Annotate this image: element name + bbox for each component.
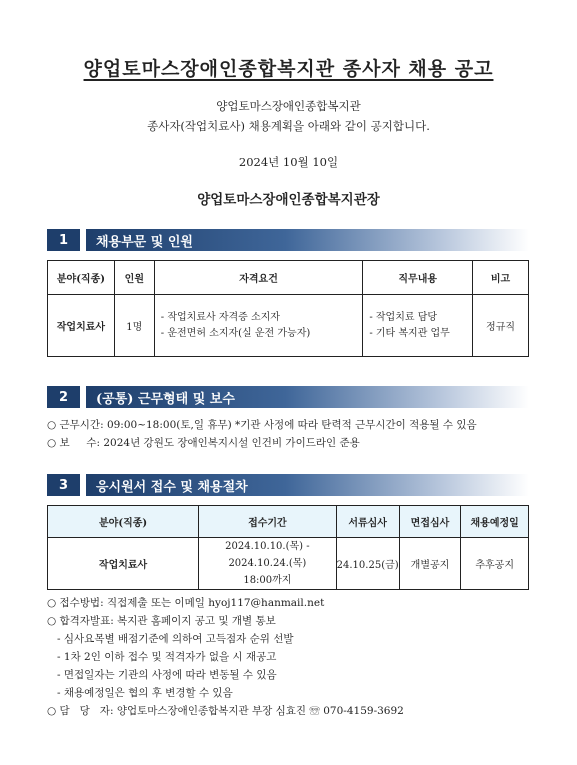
cell-document-review: 24.10.25(금) bbox=[336, 538, 399, 590]
note-item: - 심사요목별 배점기준에 의하여 고득점자 순위 선발 bbox=[57, 633, 294, 645]
announcement-line: ○ 합격자발표: 복지관 홈페이지 공고 및 개별 통보 bbox=[47, 615, 276, 627]
period-deadline: 18:00까지 bbox=[243, 575, 292, 586]
note-item: - 채용예정일은 협의 후 변경할 수 있음 bbox=[57, 687, 233, 699]
section-title: (공통) 근무형태 및 보수 bbox=[86, 386, 529, 408]
table-row bbox=[48, 295, 529, 357]
section-number: 2 bbox=[47, 386, 80, 408]
header-duties: 직무내용 bbox=[363, 261, 473, 295]
submission-method-line: ○ 접수방법: 직접제출 또는 이메일 hyoj117@hanmail.net bbox=[47, 597, 325, 609]
announcement-date: 2024년 10월 10일 bbox=[238, 155, 339, 169]
table-row bbox=[48, 538, 529, 590]
note-item: - 1차 2인 이하 접수 및 적격자가 없을 시 재공고 bbox=[57, 651, 277, 663]
section-title: 응시원서 접수 및 채용절차 bbox=[86, 474, 529, 496]
table-header-row bbox=[48, 261, 529, 295]
issuer-name: 양업토마스장애인종합복지관장 bbox=[197, 192, 380, 208]
note-item: - 면접일자는 기관의 사정에 따라 변동될 수 있음 bbox=[57, 669, 277, 681]
section-header-3 bbox=[47, 474, 529, 496]
cell-hire-date: 추후공지 bbox=[461, 538, 529, 590]
cell-requirements bbox=[154, 295, 363, 357]
intro-statement: 종사자(작업치료사) 채용계획을 아래와 같이 공지합니다. bbox=[147, 119, 430, 133]
cell-count: 1명 bbox=[114, 295, 154, 357]
work-hours-line: ○ 근무시간: 09:00~18:00(토,일 휴무) *기관 사정에 따라 탄력적 근무시간이 적용될 수 있음 bbox=[47, 419, 477, 431]
header-field: 분야(직종) bbox=[48, 506, 199, 538]
cell-note: 정규직 bbox=[473, 295, 529, 357]
contact-line: ○ 담 당 자: 양업토마스장애인종합복지관 부장 심효진 ☏ 070-4159-3692 bbox=[47, 705, 404, 717]
cell-interview: 개별공지 bbox=[399, 538, 461, 590]
cell-duties bbox=[363, 295, 473, 357]
cell-field: 작업치료사 bbox=[48, 538, 199, 590]
requirement-item: - 운전면허 소지자(실 운전 가능자) bbox=[160, 327, 311, 339]
header-count: 인원 bbox=[114, 261, 154, 295]
page-title: 양업토마스장애인종합복지관 종사자 채용 공고 bbox=[83, 58, 494, 80]
section-header-2 bbox=[47, 386, 529, 408]
cell-period bbox=[199, 538, 337, 590]
cell-field: 작업치료사 bbox=[48, 295, 115, 357]
intro-organization: 양업토마스장애인종합복지관 bbox=[216, 99, 361, 113]
section-number: 3 bbox=[47, 474, 80, 496]
header-requirements: 자격요건 bbox=[154, 261, 363, 295]
period-range: 2024.10.10.(목) - 2024.10.24.(목) bbox=[225, 541, 310, 569]
header-field: 분야(직종) bbox=[48, 261, 115, 295]
header-interview: 면접심사 bbox=[399, 506, 461, 538]
header-hire-date: 채용예정일 bbox=[461, 506, 529, 538]
section-title: 채용부문 및 인원 bbox=[86, 229, 529, 251]
header-document-review: 서류심사 bbox=[336, 506, 399, 538]
recruitment-table bbox=[47, 260, 529, 357]
duty-item: - 기타 복지관 업무 bbox=[369, 327, 450, 339]
application-table bbox=[47, 505, 529, 590]
header-period: 접수기간 bbox=[199, 506, 337, 538]
requirement-item: - 작업치료사 자격증 소지자 bbox=[160, 311, 280, 323]
salary-line: ○ 보 수: 2024년 강원도 장애인복지시설 인건비 가이드라인 준용 bbox=[47, 437, 360, 449]
section-number: 1 bbox=[47, 229, 80, 251]
section-header-1 bbox=[47, 229, 529, 251]
duty-item: - 작업치료 담당 bbox=[369, 311, 438, 323]
table-header-row bbox=[48, 506, 529, 538]
header-note: 비고 bbox=[473, 261, 529, 295]
